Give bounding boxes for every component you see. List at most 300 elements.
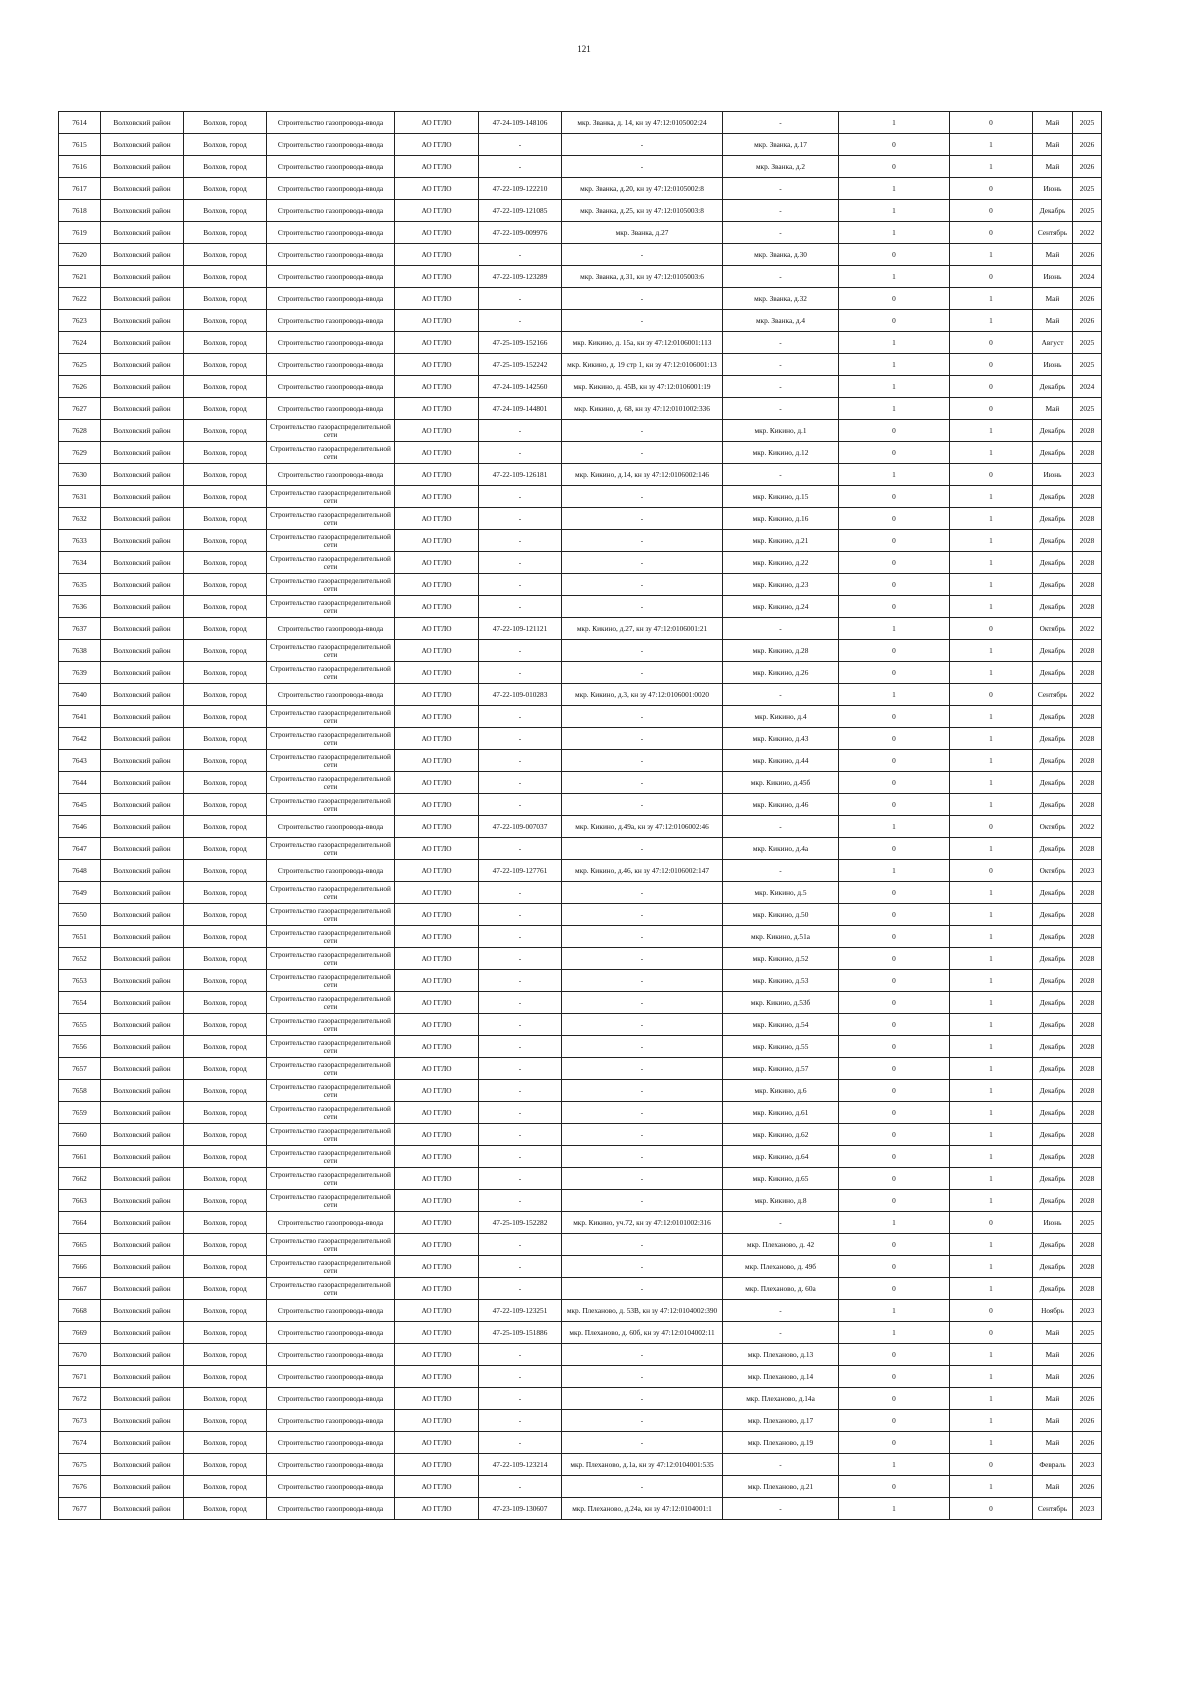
cell-row-number: 7664: [59, 1212, 101, 1234]
cell-count-a: 0: [839, 530, 950, 552]
cell-row-number: 7650: [59, 904, 101, 926]
cell-settlement: Волхов, город: [184, 1212, 267, 1234]
cell-address: мкр. Плеханово, д.21: [723, 1476, 839, 1498]
cell-work-type: Строительство газопровода-ввода: [267, 1212, 395, 1234]
cell-address: мкр. Кикино, д.51а: [723, 926, 839, 948]
cell-address-cadastral: -: [562, 1432, 723, 1454]
cell-application-number: -: [479, 1146, 562, 1168]
cell-row-number: 7668: [59, 1300, 101, 1322]
table-row: [59, 948, 1102, 970]
cell-month: Май: [1033, 1366, 1073, 1388]
cell-year: 2028: [1073, 1036, 1102, 1058]
cell-district: Волховский район: [101, 684, 184, 706]
table-row: [59, 178, 1102, 200]
cell-work-type: Строительство газопровода-ввода: [267, 244, 395, 266]
cell-district: Волховский район: [101, 706, 184, 728]
cell-year: 2028: [1073, 574, 1102, 596]
cell-settlement: Волхов, город: [184, 266, 267, 288]
cell-settlement: Волхов, город: [184, 1234, 267, 1256]
cell-row-number: 7634: [59, 552, 101, 574]
cell-address: -: [723, 222, 839, 244]
cell-organization: АО ГГЛО: [395, 596, 479, 618]
cell-work-type: Строительство газораспределительной сети: [267, 970, 395, 992]
cell-row-number: 7654: [59, 992, 101, 1014]
cell-work-type: Строительство газопровода-ввода: [267, 1366, 395, 1388]
cell-address-cadastral: мкр. Званка, д.20, кн зу 47:12:0105002:8: [562, 178, 723, 200]
cell-settlement: Волхов, город: [184, 442, 267, 464]
cell-year: 2025: [1073, 178, 1102, 200]
cell-organization: АО ГГЛО: [395, 662, 479, 684]
cell-address: мкр. Кикино, д.46: [723, 794, 839, 816]
cell-application-number: -: [479, 156, 562, 178]
cell-count-b: 1: [950, 574, 1033, 596]
cell-application-number: -: [479, 882, 562, 904]
cell-application-number: -: [479, 948, 562, 970]
cell-row-number: 7658: [59, 1080, 101, 1102]
cell-address-cadastral: -: [562, 882, 723, 904]
cell-district: Волховский район: [101, 178, 184, 200]
cell-count-b: 1: [950, 1102, 1033, 1124]
cell-year: 2028: [1073, 948, 1102, 970]
cell-application-number: -: [479, 706, 562, 728]
cell-application-number: 47-25-109-152166: [479, 332, 562, 354]
cell-count-b: 1: [950, 904, 1033, 926]
cell-work-type: Строительство газопровода-ввода: [267, 1344, 395, 1366]
cell-work-type: Строительство газораспределительной сети: [267, 1146, 395, 1168]
page-number: 121: [577, 44, 591, 54]
cell-application-number: -: [479, 970, 562, 992]
cell-organization: АО ГГЛО: [395, 1190, 479, 1212]
table-row: [59, 1454, 1102, 1476]
cell-district: Волховский район: [101, 288, 184, 310]
cell-work-type: Строительство газораспределительной сети: [267, 882, 395, 904]
cell-month: Декабрь: [1033, 442, 1073, 464]
cell-district: Волховский район: [101, 1014, 184, 1036]
cell-application-number: -: [479, 552, 562, 574]
cell-count-a: 0: [839, 970, 950, 992]
cell-month: Декабрь: [1033, 1014, 1073, 1036]
table-row: [59, 926, 1102, 948]
cell-count-b: 1: [950, 882, 1033, 904]
cell-organization: АО ГГЛО: [395, 860, 479, 882]
cell-address-cadastral: мкр. Кикино, д.49а, кн зу 47:12:0106002:46: [562, 816, 723, 838]
cell-address: мкр. Кикино, д.64: [723, 1146, 839, 1168]
cell-count-a: 1: [839, 618, 950, 640]
cell-address-cadastral: мкр. Кикино, д. 45В, кн зу 47:12:0106001:19: [562, 376, 723, 398]
table-row: [59, 1014, 1102, 1036]
cell-month: Декабрь: [1033, 640, 1073, 662]
cell-row-number: 7674: [59, 1432, 101, 1454]
cell-organization: АО ГГЛО: [395, 310, 479, 332]
table-row: [59, 112, 1102, 134]
cell-month: Декабрь: [1033, 1146, 1073, 1168]
cell-application-number: -: [479, 1432, 562, 1454]
cell-work-type: Строительство газопровода-ввода: [267, 464, 395, 486]
table-row: [59, 1234, 1102, 1256]
cell-work-type: Строительство газораспределительной сети: [267, 1014, 395, 1036]
cell-district: Волховский район: [101, 1058, 184, 1080]
cell-row-number: 7631: [59, 486, 101, 508]
cell-year: 2028: [1073, 838, 1102, 860]
cell-district: Волховский район: [101, 1300, 184, 1322]
cell-work-type: Строительство газопровода-ввода: [267, 1322, 395, 1344]
cell-settlement: Волхов, город: [184, 816, 267, 838]
cell-count-a: 1: [839, 1498, 950, 1520]
cell-year: 2028: [1073, 1058, 1102, 1080]
cell-application-number: -: [479, 310, 562, 332]
cell-work-type: Строительство газораспределительной сети: [267, 420, 395, 442]
cell-address-cadastral: -: [562, 728, 723, 750]
cell-year: 2028: [1073, 442, 1102, 464]
cell-district: Волховский район: [101, 662, 184, 684]
cell-row-number: 7671: [59, 1366, 101, 1388]
cell-district: Волховский район: [101, 266, 184, 288]
cell-count-b: 0: [950, 618, 1033, 640]
cell-count-a: 1: [839, 1322, 950, 1344]
cell-year: 2023: [1073, 860, 1102, 882]
cell-year: 2028: [1073, 1080, 1102, 1102]
cell-address: -: [723, 178, 839, 200]
cell-month: Июнь: [1033, 178, 1073, 200]
cell-address-cadastral: мкр. Кикино, д.46, кн зу 47:12:0106002:147: [562, 860, 723, 882]
cell-month: Декабрь: [1033, 486, 1073, 508]
cell-work-type: Строительство газораспределительной сети: [267, 728, 395, 750]
cell-count-a: 0: [839, 1124, 950, 1146]
cell-settlement: Волхов, город: [184, 882, 267, 904]
cell-count-a: 0: [839, 288, 950, 310]
cell-application-number: 47-24-109-144801: [479, 398, 562, 420]
cell-month: Октябрь: [1033, 860, 1073, 882]
cell-month: Май: [1033, 1322, 1073, 1344]
cell-work-type: Строительство газораспределительной сети: [267, 442, 395, 464]
table-row: [59, 1476, 1102, 1498]
cell-address: мкр. Кикино, д.4: [723, 706, 839, 728]
cell-count-a: 0: [839, 904, 950, 926]
cell-organization: АО ГГЛО: [395, 750, 479, 772]
cell-month: Май: [1033, 1388, 1073, 1410]
cell-count-b: 0: [950, 1212, 1033, 1234]
cell-settlement: Волхов, город: [184, 552, 267, 574]
cell-address: -: [723, 1300, 839, 1322]
cell-row-number: 7655: [59, 1014, 101, 1036]
cell-year: 2028: [1073, 1146, 1102, 1168]
cell-month: Декабрь: [1033, 1080, 1073, 1102]
cell-count-a: 0: [839, 838, 950, 860]
table-row: [59, 1432, 1102, 1454]
cell-row-number: 7663: [59, 1190, 101, 1212]
cell-address-cadastral: -: [562, 530, 723, 552]
cell-settlement: Волхов, город: [184, 1124, 267, 1146]
cell-district: Волховский район: [101, 112, 184, 134]
cell-application-number: -: [479, 772, 562, 794]
cell-row-number: 7630: [59, 464, 101, 486]
cell-address: мкр. Званка, д.17: [723, 134, 839, 156]
table-row: [59, 464, 1102, 486]
cell-row-number: 7636: [59, 596, 101, 618]
cell-application-number: -: [479, 640, 562, 662]
cell-row-number: 7665: [59, 1234, 101, 1256]
cell-month: Декабрь: [1033, 1256, 1073, 1278]
cell-organization: АО ГГЛО: [395, 530, 479, 552]
cell-address: мкр. Кикино, д.52: [723, 948, 839, 970]
cell-address: -: [723, 464, 839, 486]
cell-row-number: 7653: [59, 970, 101, 992]
cell-month: Май: [1033, 156, 1073, 178]
table-row: [59, 1080, 1102, 1102]
cell-address: мкр. Кикино, д.16: [723, 508, 839, 530]
cell-settlement: Волхов, город: [184, 530, 267, 552]
table-row: [59, 376, 1102, 398]
cell-application-number: 47-22-109-126181: [479, 464, 562, 486]
cell-count-b: 0: [950, 684, 1033, 706]
cell-year: 2028: [1073, 596, 1102, 618]
cell-organization: АО ГГЛО: [395, 332, 479, 354]
cell-address-cadastral: мкр. Званка, д. 14, кн зу 47:12:0105002:24: [562, 112, 723, 134]
cell-address-cadastral: -: [562, 1124, 723, 1146]
table-row: [59, 486, 1102, 508]
cell-count-b: 1: [950, 794, 1033, 816]
cell-row-number: 7626: [59, 376, 101, 398]
cell-settlement: Волхов, город: [184, 420, 267, 442]
cell-district: Волховский район: [101, 398, 184, 420]
cell-address-cadastral: -: [562, 970, 723, 992]
cell-count-a: 1: [839, 860, 950, 882]
table-row: [59, 332, 1102, 354]
cell-organization: АО ГГЛО: [395, 684, 479, 706]
cell-address: -: [723, 112, 839, 134]
cell-address: -: [723, 376, 839, 398]
table-row: [59, 706, 1102, 728]
cell-address-cadastral: -: [562, 1278, 723, 1300]
cell-application-number: -: [479, 244, 562, 266]
cell-organization: АО ГГЛО: [395, 1014, 479, 1036]
cell-row-number: 7670: [59, 1344, 101, 1366]
cell-organization: АО ГГЛО: [395, 618, 479, 640]
cell-year: 2026: [1073, 1366, 1102, 1388]
cell-count-b: 0: [950, 178, 1033, 200]
cell-month: Май: [1033, 288, 1073, 310]
cell-count-b: 1: [950, 134, 1033, 156]
cell-application-number: -: [479, 794, 562, 816]
cell-organization: АО ГГЛО: [395, 794, 479, 816]
cell-work-type: Строительство газопровода-ввода: [267, 1498, 395, 1520]
cell-settlement: Волхов, город: [184, 1388, 267, 1410]
cell-application-number: -: [479, 1344, 562, 1366]
cell-district: Волховский район: [101, 1168, 184, 1190]
cell-work-type: Строительство газопровода-ввода: [267, 618, 395, 640]
table-row: [59, 1058, 1102, 1080]
cell-organization: АО ГГЛО: [395, 926, 479, 948]
cell-district: Волховский район: [101, 332, 184, 354]
cell-district: Волховский район: [101, 1498, 184, 1520]
cell-count-a: 0: [839, 1278, 950, 1300]
cell-row-number: 7629: [59, 442, 101, 464]
cell-month: Декабрь: [1033, 574, 1073, 596]
cell-year: 2022: [1073, 618, 1102, 640]
cell-address: -: [723, 200, 839, 222]
cell-year: 2028: [1073, 750, 1102, 772]
cell-address-cadastral: -: [562, 1146, 723, 1168]
cell-application-number: -: [479, 288, 562, 310]
cell-district: Волховский район: [101, 376, 184, 398]
cell-work-type: Строительство газопровода-ввода: [267, 1300, 395, 1322]
cell-month: Декабрь: [1033, 772, 1073, 794]
cell-address: мкр. Званка, д.32: [723, 288, 839, 310]
cell-count-a: 1: [839, 464, 950, 486]
cell-organization: АО ГГЛО: [395, 156, 479, 178]
cell-count-b: 1: [950, 1476, 1033, 1498]
cell-row-number: 7618: [59, 200, 101, 222]
cell-district: Волховский район: [101, 860, 184, 882]
cell-row-number: 7648: [59, 860, 101, 882]
cell-district: Волховский район: [101, 1366, 184, 1388]
cell-year: 2028: [1073, 662, 1102, 684]
cell-count-a: 0: [839, 244, 950, 266]
table-row: [59, 970, 1102, 992]
cell-row-number: 7673: [59, 1410, 101, 1432]
cell-year: 2028: [1073, 794, 1102, 816]
cell-address-cadastral: мкр. Кикино, уч.72, кн зу 47:12:0101002:316: [562, 1212, 723, 1234]
cell-work-type: Строительство газопровода-ввода: [267, 1432, 395, 1454]
cell-address-cadastral: -: [562, 1080, 723, 1102]
cell-count-a: 0: [839, 1058, 950, 1080]
cell-work-type: Строительство газораспределительной сети: [267, 574, 395, 596]
cell-row-number: 7675: [59, 1454, 101, 1476]
cell-row-number: 7657: [59, 1058, 101, 1080]
cell-month: Май: [1033, 244, 1073, 266]
cell-month: Май: [1033, 134, 1073, 156]
cell-row-number: 7652: [59, 948, 101, 970]
cell-address: мкр. Кикино, д.15: [723, 486, 839, 508]
cell-work-type: Строительство газопровода-ввода: [267, 134, 395, 156]
cell-address: мкр. Плеханово, д.14: [723, 1366, 839, 1388]
table-row: [59, 838, 1102, 860]
cell-address: -: [723, 684, 839, 706]
cell-month: Май: [1033, 1432, 1073, 1454]
cell-row-number: 7638: [59, 640, 101, 662]
cell-district: Волховский район: [101, 1212, 184, 1234]
cell-settlement: Волхов, город: [184, 1278, 267, 1300]
table-row: [59, 310, 1102, 332]
cell-organization: АО ГГЛО: [395, 1322, 479, 1344]
cell-application-number: 47-22-109-121085: [479, 200, 562, 222]
cell-address-cadastral: -: [562, 750, 723, 772]
cell-address-cadastral: мкр. Плеханово, д.24а, кн зу 47:12:0104001:1: [562, 1498, 723, 1520]
cell-organization: АО ГГЛО: [395, 1388, 479, 1410]
table-row: [59, 1190, 1102, 1212]
cell-work-type: Строительство газораспределительной сети: [267, 772, 395, 794]
cell-count-a: 1: [839, 222, 950, 244]
cell-address-cadastral: -: [562, 288, 723, 310]
cell-work-type: Строительство газопровода-ввода: [267, 1410, 395, 1432]
cell-count-b: 1: [950, 992, 1033, 1014]
cell-district: Волховский район: [101, 508, 184, 530]
table-row: [59, 618, 1102, 640]
cell-address: -: [723, 398, 839, 420]
cell-work-type: Строительство газопровода-ввода: [267, 178, 395, 200]
cell-address-cadastral: -: [562, 156, 723, 178]
cell-settlement: Волхов, город: [184, 706, 267, 728]
cell-address: мкр. Кикино, д.44: [723, 750, 839, 772]
cell-count-a: 0: [839, 992, 950, 1014]
cell-year: 2026: [1073, 1388, 1102, 1410]
cell-month: Декабрь: [1033, 1036, 1073, 1058]
cell-month: Декабрь: [1033, 508, 1073, 530]
cell-address: -: [723, 266, 839, 288]
cell-work-type: Строительство газораспределительной сети: [267, 596, 395, 618]
cell-application-number: -: [479, 486, 562, 508]
cell-organization: АО ГГЛО: [395, 772, 479, 794]
cell-application-number: 47-24-109-142560: [479, 376, 562, 398]
table-row: [59, 882, 1102, 904]
cell-count-a: 1: [839, 112, 950, 134]
cell-address-cadastral: -: [562, 794, 723, 816]
cell-count-b: 1: [950, 244, 1033, 266]
cell-count-b: 1: [950, 1388, 1033, 1410]
cell-count-b: 1: [950, 1080, 1033, 1102]
cell-row-number: 7667: [59, 1278, 101, 1300]
cell-row-number: 7662: [59, 1168, 101, 1190]
cell-month: Декабрь: [1033, 838, 1073, 860]
table-row: [59, 662, 1102, 684]
cell-address: мкр. Кикино, д.23: [723, 574, 839, 596]
cell-organization: АО ГГЛО: [395, 1124, 479, 1146]
cell-district: Волховский район: [101, 310, 184, 332]
cell-address: мкр. Званка, д.2: [723, 156, 839, 178]
cell-row-number: 7622: [59, 288, 101, 310]
cell-organization: АО ГГЛО: [395, 288, 479, 310]
cell-row-number: 7644: [59, 772, 101, 794]
cell-count-a: 1: [839, 178, 950, 200]
cell-count-b: 1: [950, 1124, 1033, 1146]
cell-application-number: 47-22-109-007037: [479, 816, 562, 838]
cell-application-number: -: [479, 1080, 562, 1102]
cell-district: Волховский район: [101, 882, 184, 904]
cell-count-a: 0: [839, 1036, 950, 1058]
cell-address: мкр. Плеханово, д. 49б: [723, 1256, 839, 1278]
cell-organization: АО ГГЛО: [395, 816, 479, 838]
cell-address: мкр. Плеханово, д.17: [723, 1410, 839, 1432]
cell-settlement: Волхов, город: [184, 1476, 267, 1498]
cell-settlement: Волхов, город: [184, 156, 267, 178]
cell-year: 2025: [1073, 332, 1102, 354]
cell-address: мкр. Кикино, д.28: [723, 640, 839, 662]
cell-district: Волховский район: [101, 244, 184, 266]
cell-application-number: 47-25-109-151886: [479, 1322, 562, 1344]
cell-address-cadastral: мкр. Кикино, д.3, кн зу 47:12:0106001:0020: [562, 684, 723, 706]
cell-year: 2028: [1073, 926, 1102, 948]
cell-settlement: Волхов, город: [184, 1080, 267, 1102]
cell-address: мкр. Кикино, д.61: [723, 1102, 839, 1124]
cell-row-number: 7624: [59, 332, 101, 354]
cell-settlement: Волхов, город: [184, 1432, 267, 1454]
cell-count-b: 1: [950, 156, 1033, 178]
cell-year: 2028: [1073, 882, 1102, 904]
cell-count-a: 0: [839, 1476, 950, 1498]
cell-organization: АО ГГЛО: [395, 112, 479, 134]
cell-address-cadastral: -: [562, 948, 723, 970]
cell-address-cadastral: -: [562, 420, 723, 442]
cell-work-type: Строительство газопровода-ввода: [267, 398, 395, 420]
cell-work-type: Строительство газораспределительной сети: [267, 838, 395, 860]
table-row: [59, 398, 1102, 420]
cell-row-number: 7614: [59, 112, 101, 134]
cell-application-number: -: [479, 728, 562, 750]
cell-settlement: Волхов, город: [184, 1410, 267, 1432]
table-row: [59, 1410, 1102, 1432]
cell-application-number: -: [479, 1014, 562, 1036]
cell-organization: АО ГГЛО: [395, 1212, 479, 1234]
